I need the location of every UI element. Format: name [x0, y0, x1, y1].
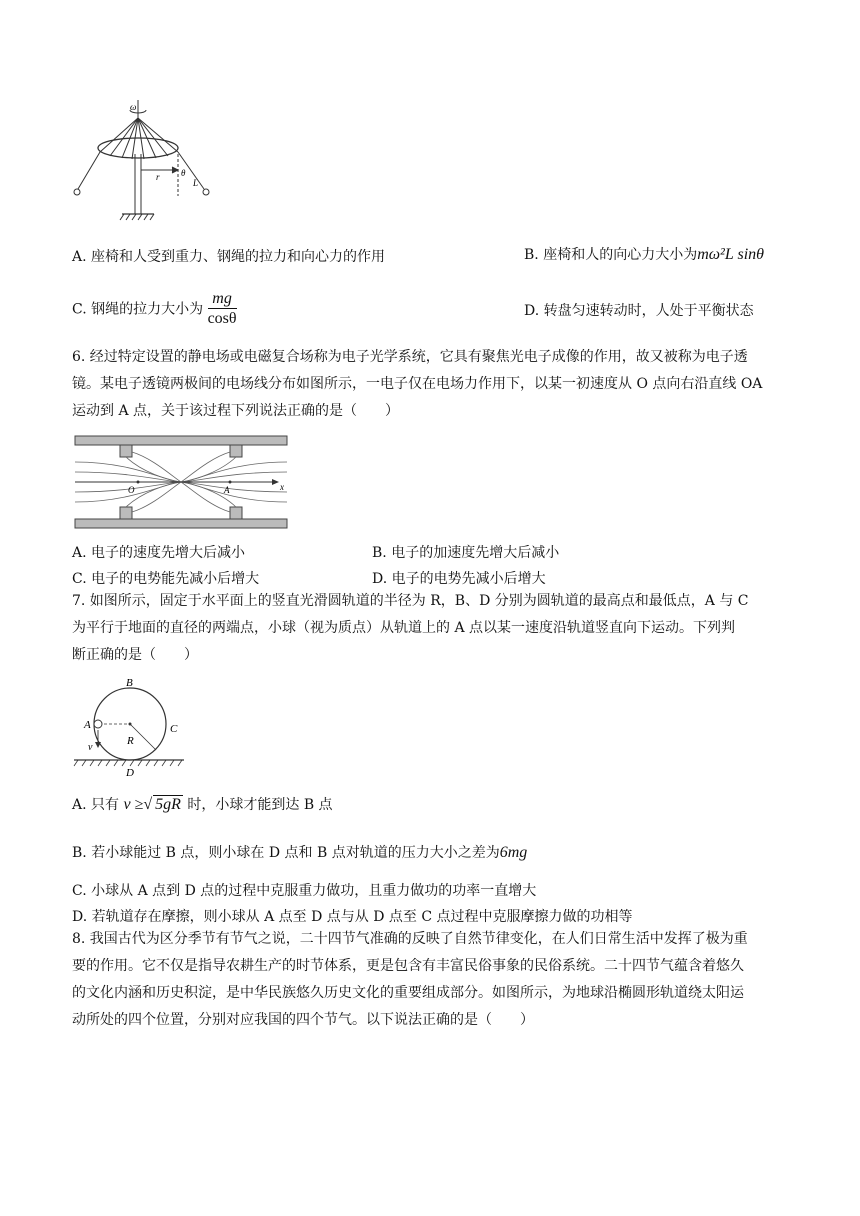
O-label: O: [128, 485, 135, 495]
q7-stem-line-2: 为平行于地面的直径的两端点，小球（视为质点）从轨道上的 A 点以某一速度沿轨道竖直向下运动。下列判: [72, 620, 736, 636]
sqrt-radical: √: [143, 796, 153, 813]
q7-option-b-label: B. 若小球能过 B 点，则小球在 D 点和 B 点对轨道的压力大小之差为: [72, 845, 500, 861]
q7-option-d: D. 若轨道存在摩擦，则小球从 A 点至 D 点与从 D 点至 C 点过程中克服摩擦力做的功相等: [72, 909, 633, 925]
x-axis-label: x: [280, 482, 284, 492]
q6-stem-line-1: 6. 经过特定设置的静电场或电磁复合场称为电子光学系统，它具有聚焦光电子成像的作用，故又被称为电子透: [72, 349, 748, 365]
q7-option-b-formula: 6mg: [499, 844, 528, 861]
C-label: C: [170, 723, 178, 735]
q5-option-a: A. 座椅和人受到重力、钢绳的拉力和向心力的作用: [72, 249, 386, 265]
theta-label: θ: [181, 168, 186, 178]
q5-option-d: D. 转盘匀速转动时，人处于平衡状态: [524, 303, 754, 319]
r-label: r: [156, 172, 160, 182]
q6-stem: [72, 344, 788, 425]
q5-option-b-formula: mω²L sinθ: [697, 246, 764, 263]
v-label: v: [88, 742, 93, 753]
electron-lens-figure: [72, 432, 290, 532]
q6-stem-line-2: 镜。某电子透镜两极间的电场线分布如图所示，一电子仅在电场力作用下，以某一初速度从 O 点向右沿直线 OA: [72, 376, 763, 392]
carousel-figure: [70, 96, 220, 226]
q8-stem-line-4: 动所处的四个位置，分别对应我国的四个节气。以下说法正确的是（ ）: [72, 1012, 534, 1028]
q6-stem-line-3: 运动到 A 点，关于该过程下列说法正确的是（ ）: [72, 403, 400, 419]
q8-stem-line-2: 要的作用。它不仅是指导农耕生产的时节体系，更是包含有丰富民俗事象的民俗系统。二十四节气蕴含着悠久: [72, 958, 744, 974]
omega-label: ω: [130, 102, 137, 112]
q7-stem: [72, 588, 788, 669]
A-label: A: [224, 485, 230, 495]
q7-stem-line-1: 7. 如图所示，固定于水平面上的竖直光滑圆轨道的半径为 R，B、D 分别为圆轨道的最高点和最低点，A 与 C: [72, 593, 749, 609]
fraction-numerator: mg: [208, 290, 237, 309]
q8-stem: [72, 926, 788, 1034]
q5-option-c-label: C. 钢绳的拉力大小为: [72, 301, 204, 318]
q7-option-a: [72, 794, 333, 814]
q6-option-b: B. 电子的加速度先增大后减小: [372, 545, 560, 561]
A-label: A: [84, 719, 91, 731]
q7-option-a-suffix: 时，小球才能到达 B 点: [182, 797, 333, 813]
q6-option-a: A. 电子的速度先增大后减小: [72, 545, 246, 561]
q7-option-b: [72, 842, 527, 862]
q7-option-c: C. 小球从 A 点到 D 点的过程中克服重力做功，且重力做功的功率一直增大: [72, 883, 537, 899]
q8-stem-line-3: 的文化内涵和历史积淀，是中华民族悠久历史文化的重要组成部分。如图所示，为地球沿椭圆形轨道绕太阳运: [72, 985, 744, 1001]
fraction-denominator: cosθ: [207, 310, 237, 327]
q5-option-c-fraction: [208, 290, 237, 329]
q8-stem-line-1: 8. 我国古代为区分季节有节气之说，二十四节气准确的反映了自然节律变化，在人们日常生活中发挥了极为重: [72, 931, 748, 947]
q6-option-c: C. 电子的电势能先减小后增大: [72, 571, 260, 587]
q7-option-a-formula: v ≥: [123, 796, 144, 813]
R-label: R: [127, 735, 134, 747]
L-label: L: [193, 178, 199, 188]
q6-option-d: D. 电子的电势先减小后增大: [372, 571, 546, 587]
q7-option-a-label: A. 只有: [72, 797, 120, 813]
q5-option-b-label: B. 座椅和人的向心力大小为: [524, 247, 698, 263]
B-label: B: [126, 677, 133, 689]
sqrt-radicand: 5gR: [155, 796, 181, 813]
q5-option-b: [524, 244, 764, 264]
D-label: D: [126, 767, 134, 779]
circular-track-figure: [72, 674, 192, 782]
q7-stem-line-3: 断正确的是（ ）: [72, 647, 198, 663]
q5-option-c: [72, 290, 237, 329]
